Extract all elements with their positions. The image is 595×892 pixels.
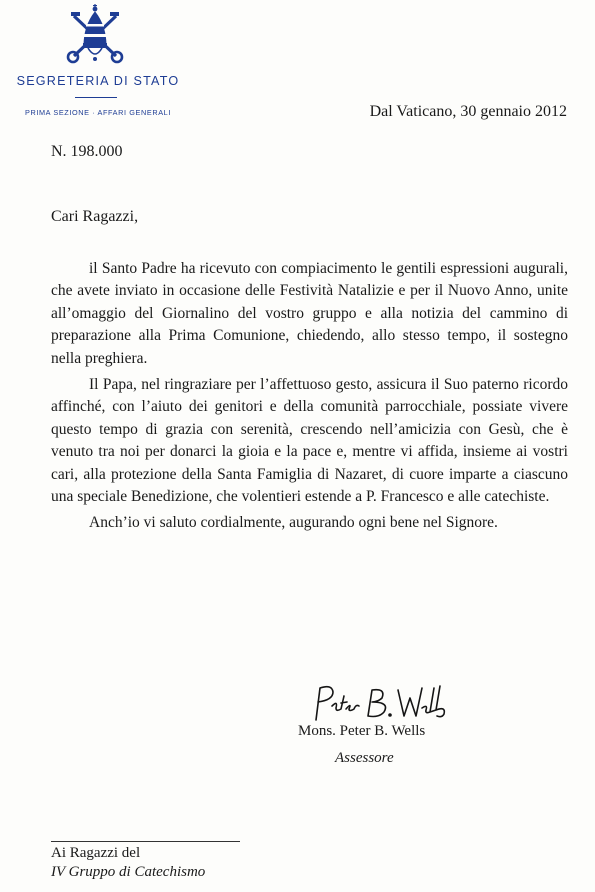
salutation: Cari Ragazzi,: [51, 208, 139, 225]
body-paragraph: il Santo Padre ha ricevuto con compiacimento le gentili espressioni augurali, che avete inviato in occasione delle Festività Natalizie e per il Nuovo Anno, unite all’omaggio del Giornalino del vostro gruppo e alla notizia del cammino di preparazione alla Prima Comunione, chiedendo, allo stesso tempo, il sostegno nella preghiera.: [51, 260, 568, 367]
date-line: Dal Vaticano, 30 gennaio 2012: [369, 103, 567, 120]
letter-body: [51, 258, 568, 539]
organization-section: PRIMA SEZIONE · AFFARI GENERALI: [25, 108, 171, 117]
handwritten-signature: [306, 682, 452, 724]
signer-name: Mons. Peter B. Wells: [298, 723, 426, 739]
organization-name: SEGRETERIA DI STATO: [16, 74, 180, 88]
body-paragraph: Anch’io vi saluto cordialmente, augurando ogni bene nel Signore.: [89, 514, 498, 532]
signer-title: Assessore: [335, 750, 394, 766]
addressee-divider: [51, 841, 240, 842]
addressee-line-2: IV Gruppo di Catechismo: [51, 864, 206, 880]
letterhead-divider: [75, 97, 117, 98]
addressee-line-1: Ai Ragazzi del: [51, 845, 141, 861]
body-paragraph: Il Papa, nel ringraziare per l’affettuoso gesto, assicura il Suo paterno ricordo affinché, con l’aiuto dei genitori e della comunità parrocchiale, possiate vivere questo tempo di grazia con serenità, crescendo nell’amicizia con Gesù, che è venuto tra noi per donarci la gioia e la pace e, mentre vi affida, insieme ai vostri cari, alla protezione della Santa Famiglia di Nazaret, di cuore imparte a ciascuno una speciale Benedizione, che volentieri estende a P. Francesco e alle catechiste.: [51, 376, 568, 506]
protocol-number: N. 198.000: [51, 143, 123, 160]
papal-coat-of-arms-icon: [66, 4, 124, 66]
